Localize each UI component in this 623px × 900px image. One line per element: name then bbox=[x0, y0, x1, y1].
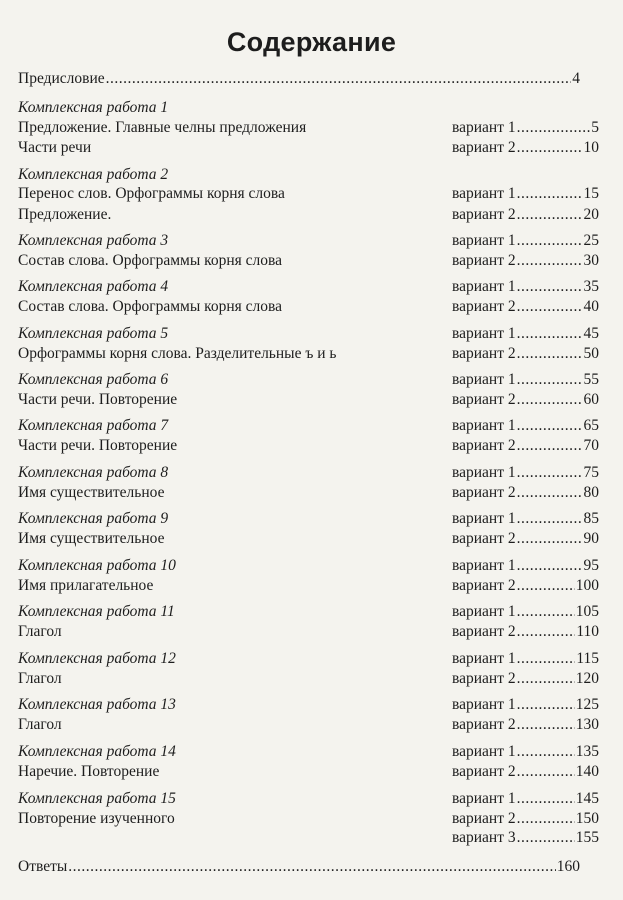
variant-label: вариант 2 bbox=[452, 763, 516, 780]
page-number: 10 bbox=[583, 139, 599, 156]
variant-label: вариант 1 bbox=[452, 696, 516, 713]
work-title: Комплексная работа 2 bbox=[18, 166, 169, 183]
variant-label: вариант 1 bbox=[452, 325, 516, 342]
topic-label: Перенос слов. Орфограммы корня слова bbox=[18, 185, 285, 202]
variant-label: вариант 1 bbox=[452, 510, 516, 527]
variant-label: вариант 1 bbox=[452, 557, 516, 574]
page-number: 105 bbox=[575, 603, 599, 620]
work-title: Комплексная работа 1 bbox=[18, 99, 169, 116]
preface-label: Предисловие bbox=[18, 70, 105, 87]
page-number: 50 bbox=[583, 345, 599, 362]
topic-label: Части речи bbox=[18, 139, 92, 156]
toc-preface[interactable] bbox=[18, 67, 580, 90]
toc-row[interactable] bbox=[18, 388, 599, 411]
page-number: 20 bbox=[583, 206, 599, 223]
work-title: Комплексная работа 7 bbox=[18, 417, 169, 434]
topic-label: Имя прилагательное bbox=[18, 577, 154, 594]
page-number: 80 bbox=[583, 484, 599, 501]
page-number: 65 bbox=[583, 417, 599, 434]
page-number: 85 bbox=[583, 510, 599, 527]
work-title: Комплексная работа 5 bbox=[18, 325, 169, 342]
variant-label: вариант 2 bbox=[452, 623, 516, 640]
toc-row[interactable] bbox=[18, 713, 599, 736]
topic-label: Имя существительное bbox=[18, 530, 165, 547]
variant-label: вариант 1 bbox=[452, 185, 516, 202]
topic-label: Предложение. bbox=[18, 206, 112, 223]
page-number: 150 bbox=[575, 810, 599, 827]
page-number: 120 bbox=[575, 670, 599, 687]
variant-label: вариант 2 bbox=[452, 298, 516, 315]
work-title: Комплексная работа 10 bbox=[18, 557, 176, 574]
topic-label: Состав слова. Орфограммы корня слова bbox=[18, 298, 283, 315]
page-number: 125 bbox=[575, 696, 599, 713]
variant-label: вариант 2 bbox=[452, 252, 516, 269]
page-title: Содержание bbox=[226, 27, 397, 57]
toc-row[interactable] bbox=[18, 203, 599, 226]
toc-answers[interactable] bbox=[18, 855, 580, 878]
page-number: 145 bbox=[575, 790, 599, 807]
variant-label: вариант 2 bbox=[452, 577, 516, 594]
page-number: 95 bbox=[583, 557, 599, 574]
variant-label: вариант 2 bbox=[452, 437, 516, 454]
topic-label: Глагол bbox=[18, 670, 62, 687]
toc-row[interactable] bbox=[18, 826, 599, 849]
page-number: 110 bbox=[576, 623, 599, 640]
page-number: 90 bbox=[583, 530, 599, 547]
toc-row[interactable] bbox=[18, 760, 599, 783]
topic-label: Глагол bbox=[18, 716, 62, 733]
toc-row[interactable] bbox=[18, 481, 599, 504]
topic-label: Наречие. Повторение bbox=[18, 763, 160, 780]
toc-row[interactable] bbox=[18, 182, 599, 205]
variant-label: вариант 2 bbox=[452, 810, 516, 827]
variant-label: вариант 2 bbox=[452, 139, 516, 156]
work-title: Комплексная работа 14 bbox=[18, 743, 176, 760]
work-title: Комплексная работа 8 bbox=[18, 464, 169, 481]
toc-row[interactable] bbox=[18, 667, 599, 690]
page-number: 35 bbox=[583, 278, 599, 295]
page-number: 155 bbox=[575, 829, 599, 846]
variant-label: вариант 3 bbox=[452, 829, 516, 846]
variant-label: вариант 1 bbox=[452, 119, 516, 136]
work-title: Комплексная работа 13 bbox=[18, 696, 176, 713]
toc-row[interactable] bbox=[18, 342, 599, 365]
topic-label: Части речи. Повторение bbox=[18, 437, 178, 454]
variant-label: вариант 2 bbox=[452, 670, 516, 687]
variant-label: вариант 1 bbox=[452, 464, 516, 481]
answers-page: 160 bbox=[556, 858, 580, 875]
topic-label: Предложение. Главные челны предложения bbox=[18, 119, 307, 136]
variant-label: вариант 1 bbox=[452, 232, 516, 249]
variant-label: вариант 1 bbox=[452, 371, 516, 388]
work-title: Комплексная работа 12 bbox=[18, 650, 176, 667]
topic-label: Глагол bbox=[18, 623, 62, 640]
topic-label: Имя существительное bbox=[18, 484, 165, 501]
work-title: Комплексная работа 15 bbox=[18, 790, 176, 807]
work-title: Комплексная работа 9 bbox=[18, 510, 169, 527]
page-number: 25 bbox=[583, 232, 599, 249]
topic-label: Повторение изученного bbox=[18, 810, 175, 827]
variant-label: вариант 1 bbox=[452, 790, 516, 807]
page-number: 75 bbox=[583, 464, 599, 481]
topic-label: Состав слова. Орфограммы корня слова bbox=[18, 252, 283, 269]
work-title: Комплексная работа 6 bbox=[18, 371, 169, 388]
variant-label: вариант 2 bbox=[452, 345, 516, 362]
variant-label: вариант 2 bbox=[452, 530, 516, 547]
topic-label: Части речи. Повторение bbox=[18, 391, 178, 408]
toc-row[interactable] bbox=[18, 574, 599, 597]
toc-row[interactable] bbox=[18, 434, 599, 457]
toc-row[interactable] bbox=[18, 249, 599, 272]
toc-row[interactable] bbox=[18, 295, 599, 318]
work-title: Комплексная работа 11 bbox=[18, 603, 175, 620]
page-number: 45 bbox=[583, 325, 599, 342]
variant-label: вариант 2 bbox=[452, 206, 516, 223]
page-number: 40 bbox=[583, 298, 599, 315]
page-number: 30 bbox=[583, 252, 599, 269]
page-number: 5 bbox=[591, 119, 599, 136]
page-number: 135 bbox=[575, 743, 599, 760]
variant-label: вариант 2 bbox=[452, 391, 516, 408]
variant-label: вариант 1 bbox=[452, 278, 516, 295]
page-number: 70 bbox=[583, 437, 599, 454]
page-number: 140 bbox=[575, 763, 599, 780]
work-title: Комплексная работа 3 bbox=[18, 232, 169, 249]
variant-label: вариант 1 bbox=[452, 603, 516, 620]
toc-row[interactable] bbox=[18, 620, 599, 643]
page-number: 115 bbox=[576, 650, 599, 667]
variant-label: вариант 1 bbox=[452, 743, 516, 760]
variant-label: вариант 2 bbox=[452, 716, 516, 733]
page-number: 60 bbox=[583, 391, 599, 408]
variant-label: вариант 2 bbox=[452, 484, 516, 501]
page-number: 130 bbox=[575, 716, 599, 733]
page-number: 15 bbox=[583, 185, 599, 202]
preface-page: 4 bbox=[572, 70, 580, 87]
answers-label: Ответы bbox=[18, 858, 68, 875]
variant-label: вариант 1 bbox=[452, 650, 516, 667]
toc-row[interactable] bbox=[18, 136, 599, 159]
work-title: Комплексная работа 4 bbox=[18, 278, 169, 295]
page-number: 55 bbox=[583, 371, 599, 388]
topic-label: Орфограммы корня слова. Разделительные ъ и ь bbox=[18, 345, 337, 362]
page-number: 100 bbox=[575, 577, 599, 594]
toc-row[interactable] bbox=[18, 527, 599, 550]
variant-label: вариант 1 bbox=[452, 417, 516, 434]
